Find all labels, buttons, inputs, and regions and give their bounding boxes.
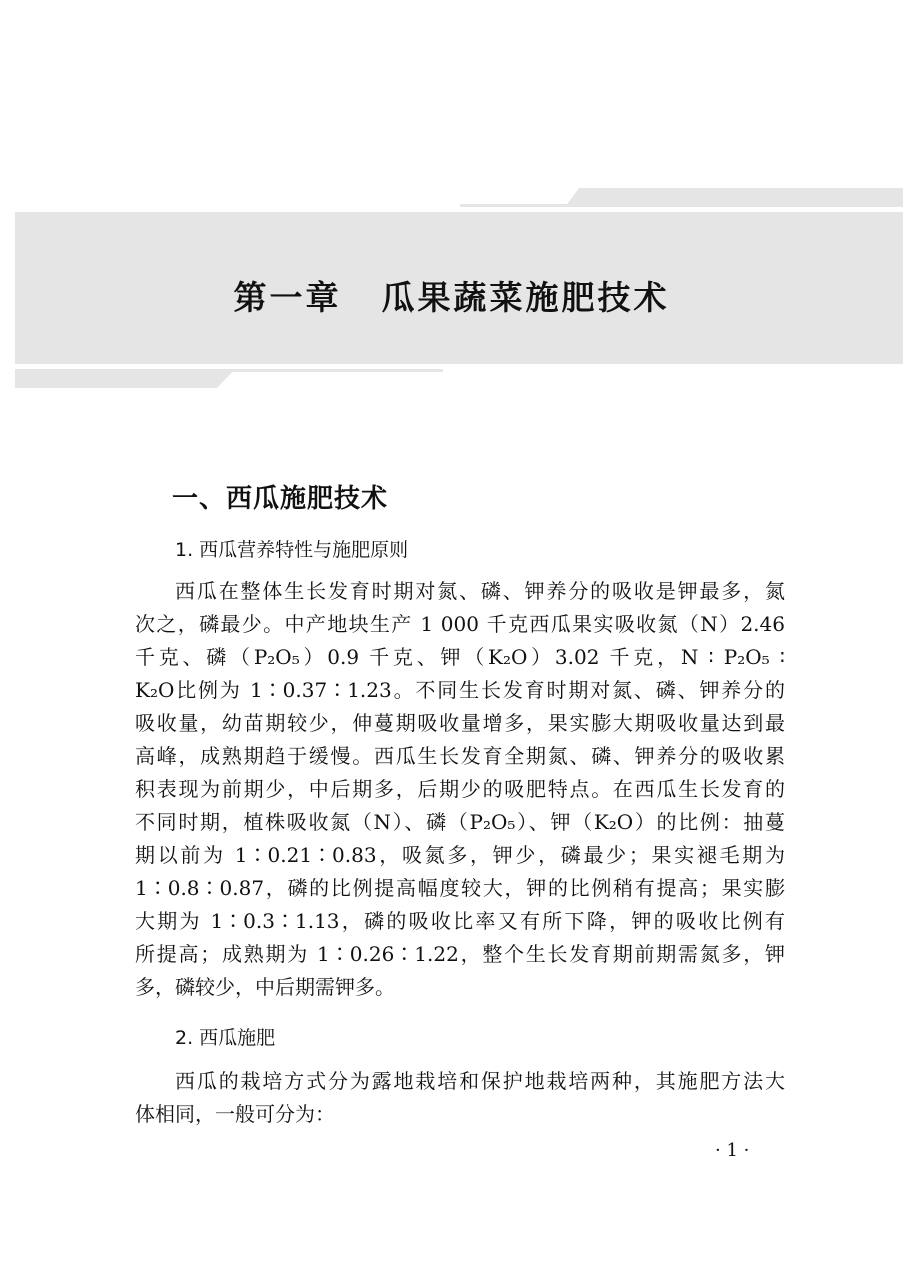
chapter-title xyxy=(0,272,903,319)
decorative-band-bottom-left xyxy=(15,369,235,388)
chapter-title-text: 瓜果蔬菜施肥技术 xyxy=(381,278,670,317)
decorative-line-top-right xyxy=(460,204,903,207)
paragraph-line: 千克、磷（P₂O₅）0.9 千克、钾（K₂O）3.02 千克，N ∶ P₂O₅ ∶ xyxy=(135,645,785,669)
page-number: · 1 · xyxy=(715,1140,750,1161)
chapter-label: 第一章 xyxy=(233,278,342,317)
paragraph-line: 次之，磷最少。中产地块生产 1 000 千克西瓜果实吸收氮（N）2.46 xyxy=(135,612,785,636)
paragraph-line: 高峰，成熟期趋于缓慢。西瓜生长发育全期氮、磷、钾养分的吸收累 xyxy=(135,744,785,768)
paragraph-line: 西瓜的栽培方式分为露地栽培和保护地栽培两种，其施肥方法大 xyxy=(175,1069,785,1093)
paragraph-line: 不同时期，植株吸收氮（N）、磷（P₂O₅）、钾（K₂O）的比例：抽蔓 xyxy=(135,810,785,834)
paragraph-line: 大期为 1∶0.3∶1.13，磷的吸收比率又有所下降，钾的吸收比例有 xyxy=(135,909,785,933)
paragraph-line: 积表现为前期少，中后期多，后期少的吸肥特点。在西瓜生长发育的 xyxy=(135,777,785,801)
paragraph-line: 1∶0.8∶0.87，磷的比例提高幅度较大，钾的比例稍有提高；果实膨 xyxy=(135,876,785,900)
paragraph-line: 西瓜在整体生长发育时期对氮、磷、钾养分的吸收是钾最多，氮 xyxy=(175,579,785,603)
paragraph-line: 期以前为 1∶0.21∶0.83，吸氮多，钾少，磷最少；果实褪毛期为 xyxy=(135,843,785,867)
paragraph-line: 体相同，一般可分为： xyxy=(135,1102,335,1126)
paragraph-line: 吸收量，幼苗期较少，伸蔓期吸收量增多，果实膨大期吸收量达到最 xyxy=(135,711,785,735)
paragraph-line: 多，磷较少，中后期需钾多。 xyxy=(135,975,395,999)
section-heading: 一、西瓜施肥技术 xyxy=(172,484,389,514)
paragraph-line: K₂O比例为 1∶0.37∶1.23。不同生长发育时期对氮、磷、钾养分的 xyxy=(135,678,785,702)
paragraph-line: 所提高；成熟期为 1∶0.26∶1.22，整个生长发育期前期需氮多，钾 xyxy=(135,942,785,966)
subsection-heading-2: 2. 西瓜施肥 xyxy=(175,1027,276,1049)
subsection-heading-1: 1. 西瓜营养特性与施肥原则 xyxy=(175,539,409,561)
